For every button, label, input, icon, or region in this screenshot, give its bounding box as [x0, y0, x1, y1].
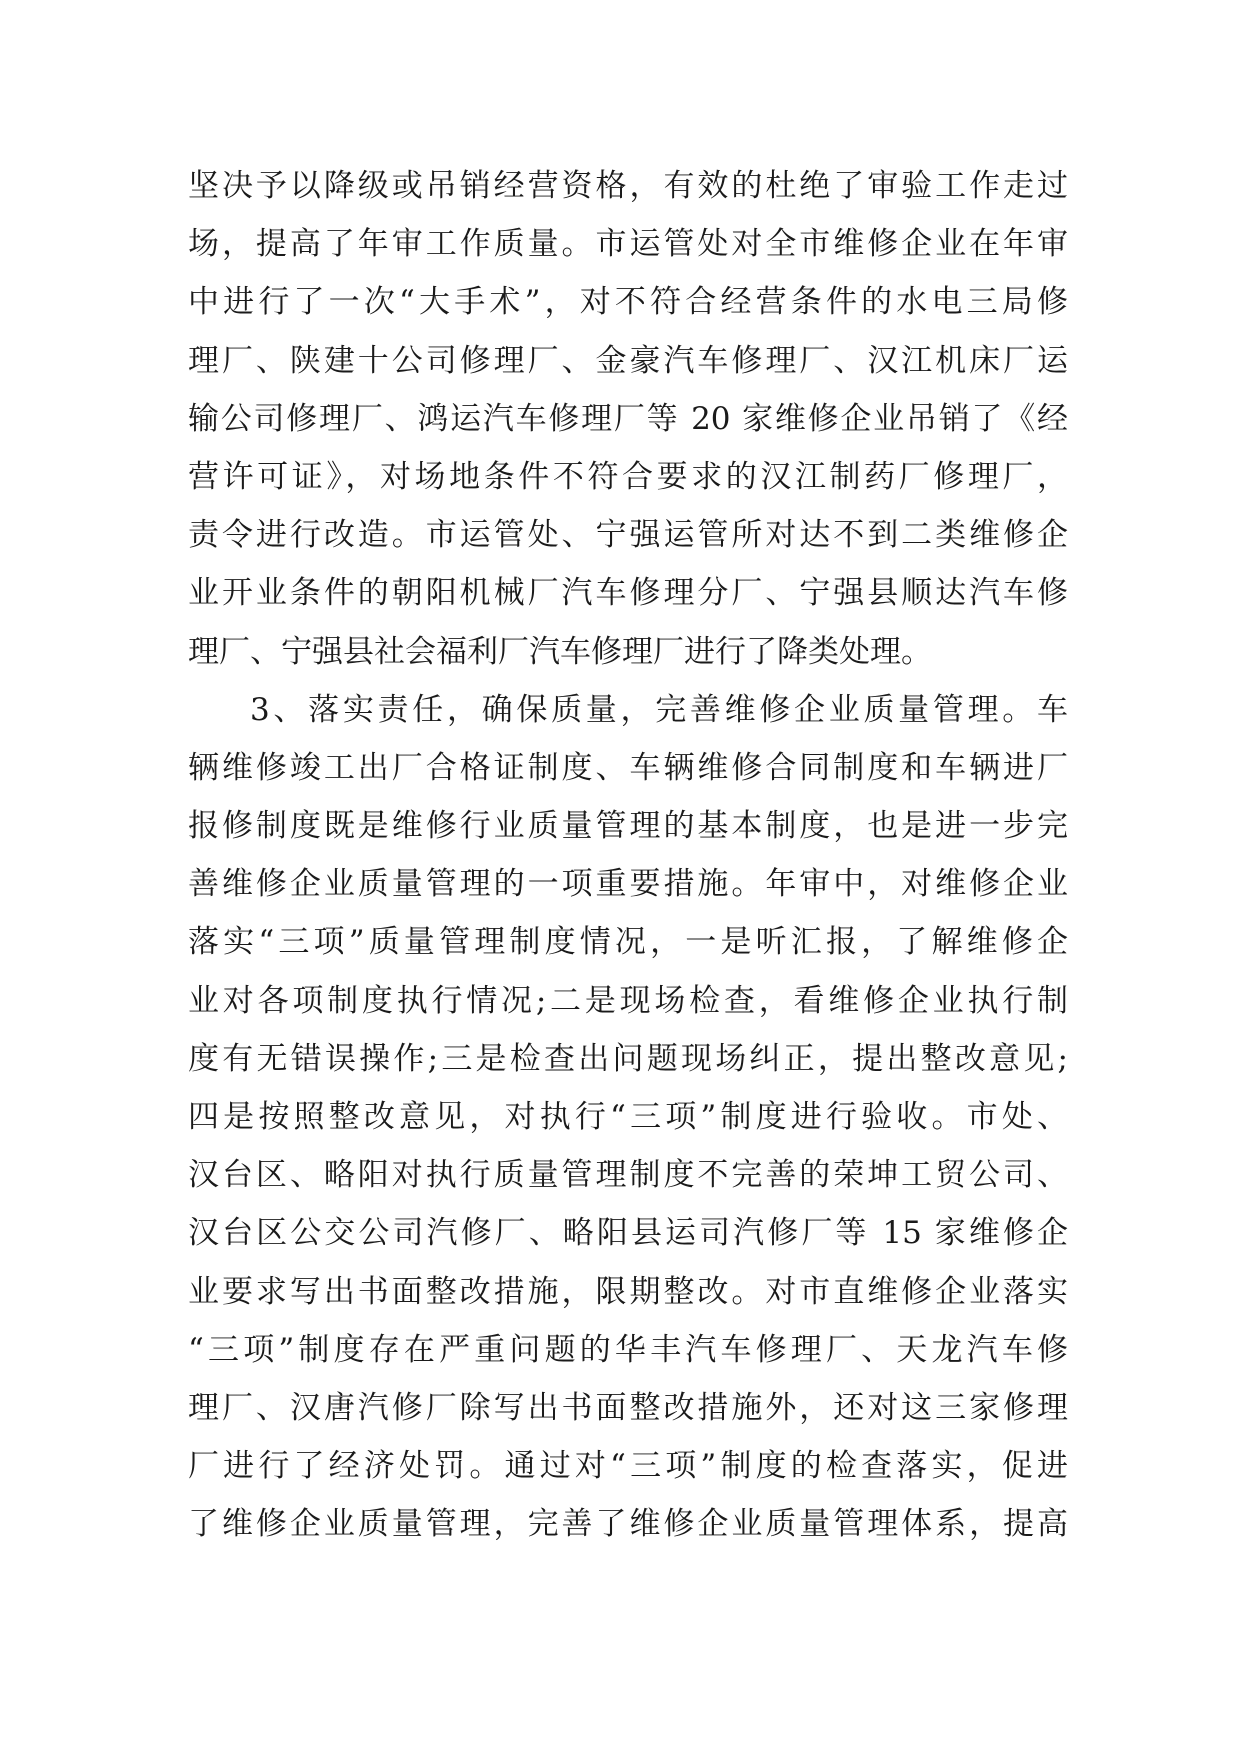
- text-line: 业开业条件的朝阳机械厂汽车修理分厂、宁强县顺达汽车修: [188, 575, 1068, 612]
- text-line: 输公司修理厂、鸿运汽车修理厂等 20 家维修企业吊销了《经: [188, 400, 1068, 437]
- paragraph-start-line: 3、落实责任，确保质量，完善维修企业质量管理。车: [250, 691, 1068, 728]
- text-line: 了维修企业质量管理，完善了维修企业质量管理体系，提高: [188, 1506, 1068, 1543]
- text-line: 汉台区公交公司汽修厂、略阳县运司汽修厂等 15 家维修企: [188, 1215, 1068, 1252]
- text-line: 责令进行改造。市运管处、宁强运管所对达不到二类维修企: [188, 517, 1068, 554]
- body-text: [188, 157, 1068, 1554]
- text-line: 中进行了一次“大手术”，对不符合经营条件的水电三局修: [188, 284, 1068, 321]
- text-line: 汉台区、略阳对执行质量管理制度不完善的荣坤工贸公司、: [188, 1157, 1068, 1194]
- text-line: 业对各项制度执行情况;二是现场检查，看维修企业执行制: [188, 982, 1068, 1019]
- text-line: 报修制度既是维修行业质量管理的基本制度，也是进一步完: [188, 808, 1068, 845]
- text-line: “三项”制度存在严重问题的华丰汽车修理厂、天龙汽车修: [188, 1331, 1068, 1368]
- text-line: 厂进行了经济处罚。通过对“三项”制度的检查落实，促进: [188, 1448, 1068, 1485]
- text-line: 场，提高了年审工作质量。市运管处对全市维修企业在年审: [188, 226, 1068, 263]
- text-line: 理厂、汉唐汽修厂除写出书面整改措施外，还对这三家修理: [188, 1389, 1068, 1426]
- text-line: 辆维修竣工出厂合格证制度、车辆维修合同制度和车辆进厂: [188, 749, 1068, 786]
- text-line: 度有无错误操作;三是检查出问题现场纠正，提出整改意见;: [188, 1040, 1068, 1077]
- paragraph-end-line: 理厂、宁强县社会福利厂汽车修理厂进行了降类处理。: [188, 633, 932, 670]
- text-line: 业要求写出书面整改措施，限期整改。对市直维修企业落实: [188, 1273, 1068, 1310]
- text-line: 四是按照整改意见，对执行“三项”制度进行验收。市处、: [188, 1099, 1068, 1135]
- text-line: 营许可证》，对场地条件不符合要求的汉江制药厂修理厂，: [188, 458, 1068, 495]
- text-line: 落实“三项”质量管理制度情况，一是听汇报，了解维修企: [188, 924, 1068, 961]
- text-line: 坚决予以降级或吊销经营资格，有效的杜绝了审验工作走过: [188, 168, 1068, 204]
- text-line: 理厂、陕建十公司修理厂、金豪汽车修理厂、汉江机床厂运: [188, 342, 1068, 379]
- text-line: 善维修企业质量管理的一项重要措施。年审中，对维修企业: [188, 866, 1068, 903]
